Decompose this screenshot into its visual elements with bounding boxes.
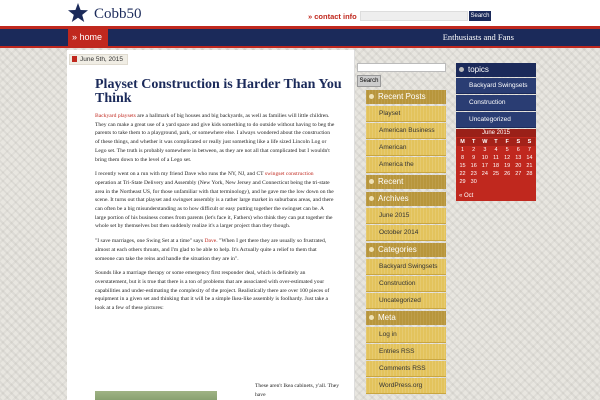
post-image-caption: These aren't Ikea cabinets, y'all. They have (255, 383, 340, 398)
calendar-day (524, 178, 535, 186)
calendar-day: 20 (515, 163, 522, 169)
calendar-day: 19 (504, 163, 511, 169)
calendar-day: 1 (461, 147, 465, 153)
post-body (95, 112, 335, 319)
calendar-day: 21 (526, 163, 533, 169)
calendar-day: 16 (470, 163, 477, 169)
recent-post-item[interactable]: American (366, 140, 446, 156)
calendar-day-header: T (468, 138, 479, 146)
dave-link[interactable]: Dave (204, 238, 217, 245)
calendar-day (490, 178, 501, 186)
contact-info-link[interactable]: » contact info (308, 12, 357, 21)
meta-item[interactable]: Comments RSS (366, 361, 446, 377)
paragraph-4: Sounds like a marriage therapy or some emergency first responder deal, which is definitely an overstatement, but it is true that there is a ton of problems that are associated with over-estimated your capabilities and under-estimating the complexity of the project. Realistically there are over 100 pieces of equipment in a given set and thinking that it will be a simple Ikea-like assembly is foolhardy. Just take a look at a few of these pictures: (95, 270, 330, 312)
meta-item[interactable]: Entries RSS (366, 344, 446, 360)
calendar-day: 2 (472, 147, 476, 153)
paragraph-1 (95, 112, 335, 164)
calendar-day-header: S (524, 138, 535, 146)
header-search-input[interactable] (360, 11, 468, 21)
calendar-day: 30 (470, 179, 477, 185)
calendar-day: 29 (459, 179, 466, 185)
topic-item[interactable]: Uncategorized (456, 112, 536, 128)
calendar-grid (456, 137, 536, 186)
paragraph-3-text-a: "I save marriages, one Swing Set at a time" says (95, 238, 205, 245)
calendar-day: 23 (470, 171, 477, 177)
calendar-day: 9 (472, 155, 476, 161)
calendar-day: 25 (492, 171, 500, 177)
calendar-day: 13 (515, 155, 522, 161)
post-title[interactable]: Playset Construction is Harder Than You Think (95, 77, 342, 106)
header-search-button[interactable]: Search (470, 13, 490, 19)
calendar-day: 4 (494, 147, 498, 153)
calendar-day: 18 (492, 163, 500, 169)
calendar-day: 22 (459, 171, 466, 177)
calendar-day-header: S (513, 138, 524, 146)
calendar-day: 8 (461, 155, 465, 161)
category-item[interactable]: Uncategorized (366, 293, 446, 309)
recent-posts-heading: Recent Posts (366, 90, 446, 104)
sidebar-search-input[interactable] (357, 63, 446, 72)
paragraph-2 (95, 170, 335, 231)
post-date (69, 54, 128, 65)
calendar-day[interactable]: 5 (505, 147, 509, 153)
calendar-day: 10 (481, 155, 488, 161)
calendar-day-header: W (479, 138, 490, 146)
calendar-day: 3 (483, 147, 487, 153)
calendar-icon (72, 56, 77, 62)
swingset-construction-link[interactable]: swingset construction (264, 171, 314, 178)
paragraph-1-text: are a hallmark of big houses and big backyards, as well as families will little children. They can make a great use of a yard space and give kids something to do outside without having to beg the parents to take them to a playground, park, or somewhere else. I always wondered about the construction of these things, and whether it was complicated or really just something like a life sized Lincoln Log or Lego set. The truth is probably somewhere in between, as they are not all that complicated but I wouldn't bring them down to the level of a Lego set. (95, 113, 335, 163)
recent-post-item[interactable]: American Business (366, 123, 446, 139)
nav-enthusiasts-link[interactable]: Enthusiasts and Fans (442, 32, 514, 42)
meta-heading: Meta (366, 311, 446, 325)
calendar-prev-link[interactable]: « Oct (459, 193, 474, 199)
topic-item[interactable]: Backyard Swingsets (456, 78, 536, 94)
calendar-widget (456, 129, 536, 201)
recent-post-item[interactable]: Playset (366, 106, 446, 122)
archive-item[interactable]: October 2014 (366, 225, 446, 241)
calendar-day: 7 (527, 147, 531, 153)
calendar-day-header: F (502, 138, 513, 146)
calendar-day-header: T (490, 138, 501, 146)
category-item[interactable]: Construction (366, 276, 446, 292)
calendar-day (479, 178, 490, 186)
paragraph-3-text-b: . "When I get there they are usually so frustrated, almost at each others throats, and I'm glad to be able to help. It's Actually quite a relief to them that someone can take the reins and handle the situation they are in". (95, 238, 327, 262)
calendar-title: June 2015 (456, 129, 536, 137)
paragraph-3 (95, 237, 335, 263)
calendar-day (502, 178, 513, 186)
recent-post-item[interactable]: America the (366, 157, 446, 173)
post-content (67, 50, 355, 400)
site-title[interactable]: Cobb50 (94, 6, 142, 22)
calendar-day: 12 (504, 155, 511, 161)
star-icon (68, 3, 88, 23)
main-nav (0, 26, 600, 48)
calendar-day-header: M (457, 138, 468, 146)
paragraph-2-text-a: I recently went on a run with my friend Dave who runs the NY, NJ, and CT (95, 171, 265, 178)
topics-heading: topics (456, 63, 536, 77)
topic-item[interactable]: Construction (456, 95, 536, 111)
calendar-day: 17 (481, 163, 488, 169)
calendar-day: 15 (459, 163, 466, 169)
backyard-playsets-link[interactable]: Backyard playsets (95, 113, 136, 119)
sidebar-search-button[interactable]: Search (357, 75, 381, 87)
calendar-day: 28 (526, 171, 533, 177)
meta-item[interactable]: WordPress.org (366, 378, 446, 394)
calendar-day: 14 (526, 155, 533, 161)
recent-heading: Recent (366, 175, 446, 189)
calendar-day (513, 178, 524, 186)
calendar-day: 11 (493, 155, 499, 161)
calendar-day: 27 (515, 171, 522, 177)
archives-heading: Archives (366, 192, 446, 206)
post-image (95, 391, 217, 400)
calendar-day: 6 (516, 147, 520, 153)
post-date-text: June 5th, 2015 (80, 56, 124, 63)
meta-item[interactable]: Log in (366, 327, 446, 343)
calendar-day: 24 (481, 171, 488, 177)
nav-home-link[interactable]: » home (68, 29, 108, 46)
archive-item[interactable]: June 2015 (366, 208, 446, 224)
paragraph-2-text-b: operation at Tri-State Delivery and Assembly (New York, New Jersey and Connecticut being the tri-state area in the Northeast US, for those unfamiliar with that terminology), and he gave me the low down on the scene. It turns out that playset and swingset assembly is a rather large market in suburbans areas, and there can often be a big misunderstanding as to how difficult or easy putting together the swingset can be. A large portion of his business comes from parents (let's face it, Fathers) who think they can put together the whole set by themselves but then suddenly realize it's a larger project than they though. (95, 179, 334, 230)
calendar-day: 26 (504, 171, 511, 177)
categories-heading: Categories (366, 243, 446, 257)
category-item[interactable]: Backyard Swingsets (366, 259, 446, 275)
